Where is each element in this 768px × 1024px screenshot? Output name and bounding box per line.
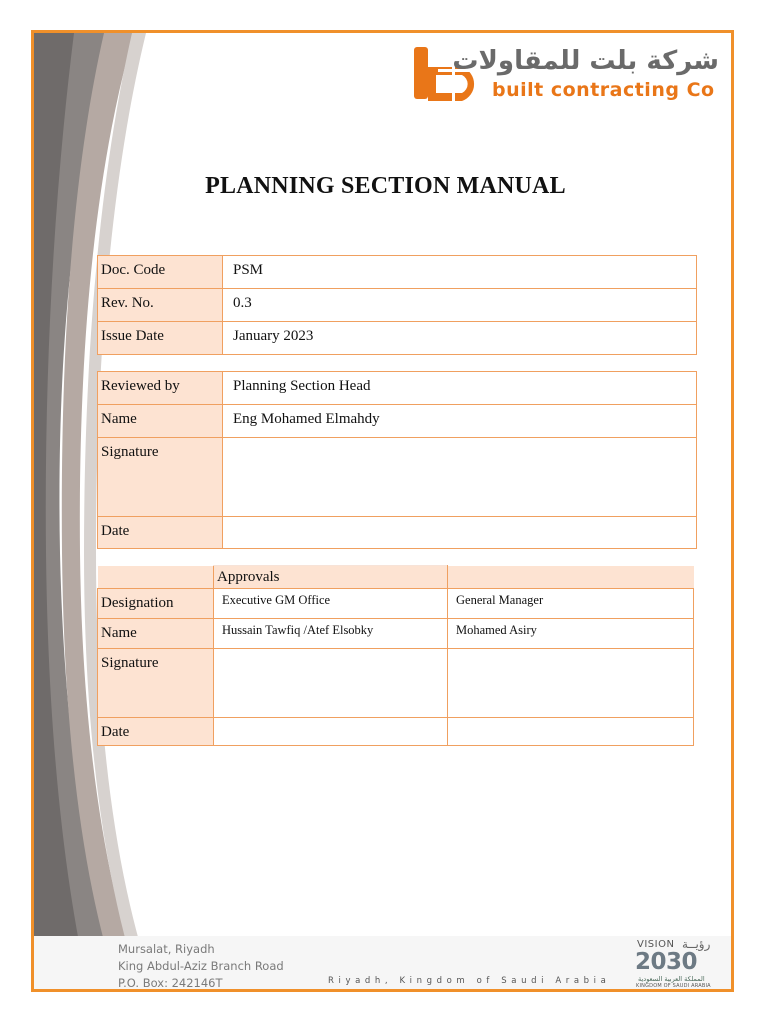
country-line: Riyadh, Kingdom of Saudi Arabia [328, 976, 611, 986]
approvals-table [97, 565, 694, 746]
reviewer-name-value: Eng Mohamed Elmahdy [223, 405, 697, 438]
review-date-field[interactable] [223, 517, 697, 549]
table-row [98, 322, 697, 355]
reviewed-by-value: Planning Section Head [223, 372, 697, 405]
approval-date-label: Date [98, 718, 214, 746]
approver-signature-col2[interactable] [448, 649, 694, 718]
document-title: PLANNING SECTION MANUAL [205, 173, 566, 199]
table-row [98, 718, 694, 746]
address-line-2: King Abdul-Aziz Branch Road [118, 959, 284, 973]
table-row [98, 372, 697, 405]
approval-date-col1[interactable] [214, 718, 448, 746]
rev-no-label: Rev. No. [98, 289, 223, 322]
table-row [98, 256, 697, 289]
reviewer-signature-field[interactable] [223, 438, 697, 517]
vision-arabic-word: رؤيــة [682, 937, 711, 951]
approvals-heading: Approvals [214, 566, 448, 589]
table-row [98, 289, 697, 322]
rev-no-value: 0.3 [223, 289, 697, 322]
review-table [97, 371, 697, 549]
approver-signature-col1[interactable] [214, 649, 448, 718]
table-row [98, 589, 694, 619]
table-row [98, 566, 694, 589]
issue-date-label: Issue Date [98, 322, 223, 355]
table-row [98, 649, 694, 718]
company-address [118, 941, 284, 992]
company-logo [412, 45, 722, 105]
approver-name-label: Name [98, 619, 214, 649]
review-date-label: Date [98, 517, 223, 549]
approver-signature-label: Signature [98, 649, 214, 718]
designation-label: Designation [98, 589, 214, 619]
reviewer-name-label: Name [98, 405, 223, 438]
page-frame [31, 30, 734, 992]
vision-2030-logo [634, 939, 726, 991]
document-info-table [97, 255, 697, 355]
vision-year: 2030 [635, 949, 698, 975]
doc-code-value: PSM [223, 256, 697, 289]
table-row [98, 517, 697, 549]
table-row [98, 405, 697, 438]
vision-kingdom-english: KINGDOM OF SAUDI ARABIA [636, 983, 711, 989]
company-name-english: built contracting Co [492, 79, 715, 101]
vision-label: VISION [637, 939, 675, 950]
issue-date-value: January 2023 [223, 322, 697, 355]
page-footer [34, 936, 731, 992]
address-line-3: P.O. Box: 242146T [118, 976, 223, 990]
address-line-1: Mursalat, Riyadh [118, 942, 215, 956]
vision-kingdom-arabic: المملكة العربية السعودية [638, 975, 705, 983]
company-name-arabic: شركة بلت للمقاولات [452, 46, 719, 76]
table-row [98, 619, 694, 649]
table-row [98, 438, 697, 517]
designation-col1: Executive GM Office [214, 589, 448, 619]
approver-name-col2: Mohamed Asiry [448, 619, 694, 649]
designation-col2: General Manager [448, 589, 694, 619]
approval-date-col2[interactable] [448, 718, 694, 746]
doc-code-label: Doc. Code [98, 256, 223, 289]
reviewer-signature-label: Signature [98, 438, 223, 517]
approver-name-col1: Hussain Tawfiq /Atef Elsobky [214, 619, 448, 649]
reviewed-by-label: Reviewed by [98, 372, 223, 405]
